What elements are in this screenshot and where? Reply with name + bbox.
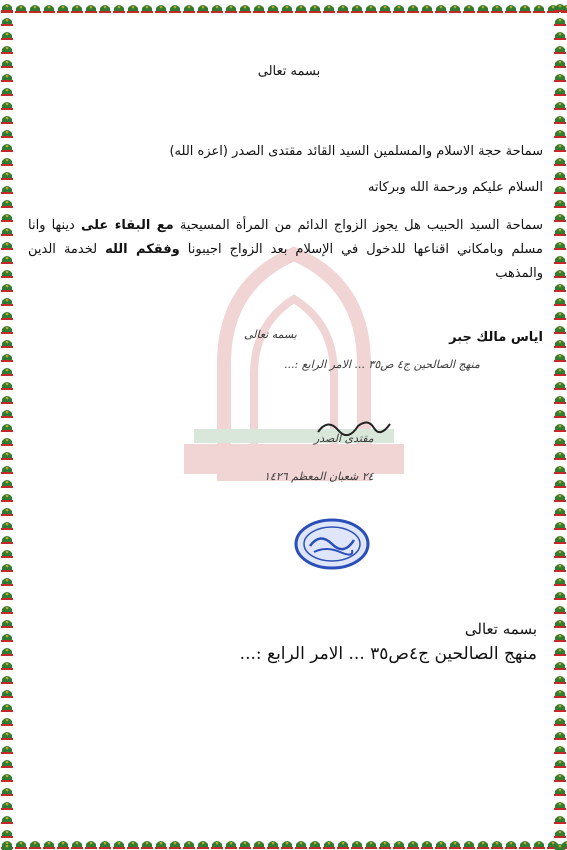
border-motif (29, 841, 41, 849)
decorative-border-left (0, 0, 14, 850)
border-motif (554, 550, 566, 558)
border-motif (1, 676, 13, 684)
border-motif (554, 830, 566, 838)
border-motif (1, 396, 13, 404)
border-motif (1, 256, 13, 264)
question-bold-1: مع البقاء على (80, 218, 174, 233)
border-motif (554, 368, 566, 376)
border-motif (1, 340, 13, 348)
border-motif (1, 270, 13, 278)
border-motif (239, 841, 251, 849)
border-motif (554, 312, 566, 320)
handwritten-signature-name: مقتدى الصدر (314, 432, 374, 445)
letter-greeting: السلام عليكم ورحمة الله وبركاته (367, 180, 543, 195)
border-motif (554, 452, 566, 460)
border-motif (1, 760, 13, 768)
border-motif (1, 830, 13, 838)
border-motif (15, 5, 27, 13)
border-motif (239, 5, 251, 13)
border-motif (253, 5, 265, 13)
border-motif (554, 158, 566, 166)
border-motif (1, 788, 13, 796)
border-motif (554, 662, 566, 670)
border-motif (197, 5, 209, 13)
border-motif (554, 116, 566, 124)
border-motif (1, 88, 13, 96)
border-motif (365, 841, 377, 849)
border-motif (491, 5, 503, 13)
border-motif (379, 5, 391, 13)
border-motif (554, 270, 566, 278)
border-motif (1, 410, 13, 418)
border-motif (505, 5, 517, 13)
border-motif (554, 480, 566, 488)
border-motif (43, 841, 55, 849)
border-motif (554, 522, 566, 530)
border-motif (351, 5, 363, 13)
border-motif (127, 841, 139, 849)
border-motif (554, 802, 566, 810)
border-motif (309, 841, 321, 849)
border-motif (477, 5, 489, 13)
border-motif (533, 841, 545, 849)
border-motif (1, 592, 13, 600)
border-motif (1, 4, 13, 12)
border-motif (337, 5, 349, 13)
handwritten-basmala: بسمه تعالى (244, 328, 297, 341)
border-motif (127, 5, 139, 13)
border-motif (554, 788, 566, 796)
border-motif (267, 841, 279, 849)
border-motif (1, 368, 13, 376)
border-motif (554, 774, 566, 782)
border-motif (1, 18, 13, 26)
border-motif (1, 522, 13, 530)
border-motif (323, 5, 335, 13)
border-motif (71, 5, 83, 13)
border-motif (1, 284, 13, 292)
border-motif (169, 5, 181, 13)
border-motif (85, 5, 97, 13)
border-motif (1, 130, 13, 138)
border-motif (1, 466, 13, 474)
border-motif (99, 5, 111, 13)
border-motif (197, 841, 209, 849)
question-body: دينها وانا مسلم وبامكاني اقناعها للدخول في الإسلام بعد الزواج اجيبونا (28, 218, 543, 257)
border-motif (554, 732, 566, 740)
border-motif (1, 718, 13, 726)
border-motif (211, 841, 223, 849)
border-motif (554, 200, 566, 208)
decorative-border-right (553, 0, 567, 850)
border-motif (1, 438, 13, 446)
border-motif (554, 438, 566, 446)
border-motif (141, 841, 153, 849)
border-motif (71, 841, 83, 849)
border-motif (554, 340, 566, 348)
border-motif (365, 5, 377, 13)
border-motif (407, 841, 419, 849)
border-motif (99, 841, 111, 849)
border-motif (1, 774, 13, 782)
border-motif (267, 5, 279, 13)
border-motif (463, 5, 475, 13)
question-bold-2: وفقكم الله (105, 242, 180, 257)
border-motif (1, 550, 13, 558)
border-motif (1, 60, 13, 68)
border-motif (554, 46, 566, 54)
border-motif (554, 592, 566, 600)
border-motif (554, 536, 566, 544)
border-motif (1, 704, 13, 712)
border-motif (1, 298, 13, 306)
border-motif (43, 5, 55, 13)
border-motif (477, 841, 489, 849)
border-motif (29, 5, 41, 13)
border-motif (309, 5, 321, 13)
border-motif (421, 5, 433, 13)
border-motif (1, 648, 13, 656)
border-motif (554, 690, 566, 698)
letter-addressee: سماحة حجة الاسلام والمسلمين السيد القائد مقتدى الصدر (اعزه الله) (169, 144, 543, 159)
border-motif (155, 5, 167, 13)
border-motif (554, 242, 566, 250)
border-motif (1, 354, 13, 362)
border-motif (519, 5, 531, 13)
border-motif (554, 410, 566, 418)
border-motif (554, 578, 566, 586)
border-motif (1, 606, 13, 614)
border-motif (225, 5, 237, 13)
border-motif (554, 256, 566, 264)
border-motif (1, 186, 13, 194)
border-motif (554, 634, 566, 642)
border-motif (281, 5, 293, 13)
border-motif (554, 746, 566, 754)
border-motif (15, 841, 27, 849)
border-motif (505, 841, 517, 849)
border-motif (1, 690, 13, 698)
border-motif (1, 620, 13, 628)
question-end: لخدمة الدين والمذهب (28, 242, 543, 281)
border-motif (1, 816, 13, 824)
border-motif (1, 634, 13, 642)
border-motif (554, 32, 566, 40)
border-motif (1, 536, 13, 544)
handwritten-date: ٢٤ شعبان المعظم ١٤٢٦ (264, 470, 374, 483)
border-motif (1, 480, 13, 488)
letter-heading: بسمه تعالى (257, 64, 321, 79)
border-motif (1, 508, 13, 516)
border-motif (554, 760, 566, 768)
border-motif (1, 564, 13, 572)
border-motif (113, 841, 125, 849)
border-motif (421, 841, 433, 849)
border-motif (379, 841, 391, 849)
border-motif (463, 841, 475, 849)
border-motif (554, 816, 566, 824)
border-motif (393, 841, 405, 849)
border-motif (449, 841, 461, 849)
border-motif (554, 396, 566, 404)
border-motif (1, 732, 13, 740)
border-motif (281, 841, 293, 849)
border-motif (393, 5, 405, 13)
handwritten-reference: منهج الصالحين ج٤ ص٣٥ ... الامر الرابع :... (284, 358, 480, 371)
border-motif (1, 578, 13, 586)
border-motif (554, 606, 566, 614)
letter-sender: اياس مالك جبر (449, 330, 543, 345)
border-motif (1, 844, 13, 850)
border-motif (211, 5, 223, 13)
border-motif (57, 841, 69, 849)
border-motif (155, 841, 167, 849)
border-motif (1, 172, 13, 180)
border-motif (1, 326, 13, 334)
border-motif (554, 424, 566, 432)
border-motif (1, 382, 13, 390)
border-motif (295, 841, 307, 849)
border-motif (1, 242, 13, 250)
border-motif (407, 5, 419, 13)
border-motif (57, 5, 69, 13)
border-motif (554, 18, 566, 26)
border-motif (1, 200, 13, 208)
border-motif (1, 158, 13, 166)
border-motif (1, 102, 13, 110)
border-motif (337, 841, 349, 849)
border-motif (1, 144, 13, 152)
border-motif (554, 326, 566, 334)
border-motif (554, 382, 566, 390)
border-motif (435, 5, 447, 13)
border-motif (554, 844, 566, 850)
border-motif (554, 144, 566, 152)
border-motif (141, 5, 153, 13)
border-motif (554, 214, 566, 222)
border-motif (1, 116, 13, 124)
border-motif (554, 88, 566, 96)
border-motif (554, 60, 566, 68)
border-motif (1, 452, 13, 460)
border-motif (554, 620, 566, 628)
letter-question (28, 214, 543, 286)
border-motif (225, 841, 237, 849)
border-motif (1, 424, 13, 432)
border-motif (1, 662, 13, 670)
transcription-line-1: بسمه تعالى (464, 620, 537, 638)
border-motif (554, 172, 566, 180)
border-motif (533, 5, 545, 13)
border-motif (169, 841, 181, 849)
border-motif (1, 312, 13, 320)
border-motif (1, 494, 13, 502)
border-motif (295, 5, 307, 13)
border-motif (554, 186, 566, 194)
border-motif (1, 32, 13, 40)
border-motif (85, 841, 97, 849)
border-motif (554, 130, 566, 138)
border-motif (554, 102, 566, 110)
border-motif (554, 718, 566, 726)
decorative-border-bottom (0, 836, 567, 850)
border-motif (1, 802, 13, 810)
border-motif (554, 298, 566, 306)
border-motif (554, 4, 566, 12)
border-motif (1, 46, 13, 54)
border-motif (554, 284, 566, 292)
letter-page (14, 14, 553, 836)
border-motif (491, 841, 503, 849)
border-motif (351, 841, 363, 849)
question-intro: سماحة السيد الحبيب هل يجوز الزواج الدائم من المرأة المسيحية (173, 218, 543, 233)
border-motif (253, 841, 265, 849)
official-seal-icon (292, 516, 372, 572)
border-motif (1, 214, 13, 222)
transcription-line-2: منهج الصالحين ج٤ص٣٥ ... الامر الرابع :... (239, 644, 537, 664)
border-motif (183, 5, 195, 13)
border-motif (554, 676, 566, 684)
border-motif (323, 841, 335, 849)
border-motif (554, 466, 566, 474)
decorative-border-top (0, 0, 567, 14)
border-motif (554, 494, 566, 502)
border-motif (113, 5, 125, 13)
border-motif (1, 746, 13, 754)
border-motif (554, 648, 566, 656)
border-motif (554, 74, 566, 82)
border-motif (554, 704, 566, 712)
border-motif (519, 841, 531, 849)
border-motif (1, 74, 13, 82)
border-motif (554, 508, 566, 516)
border-motif (435, 841, 447, 849)
border-motif (554, 564, 566, 572)
border-motif (554, 354, 566, 362)
border-motif (183, 841, 195, 849)
border-motif (554, 228, 566, 236)
border-motif (449, 5, 461, 13)
border-motif (1, 228, 13, 236)
